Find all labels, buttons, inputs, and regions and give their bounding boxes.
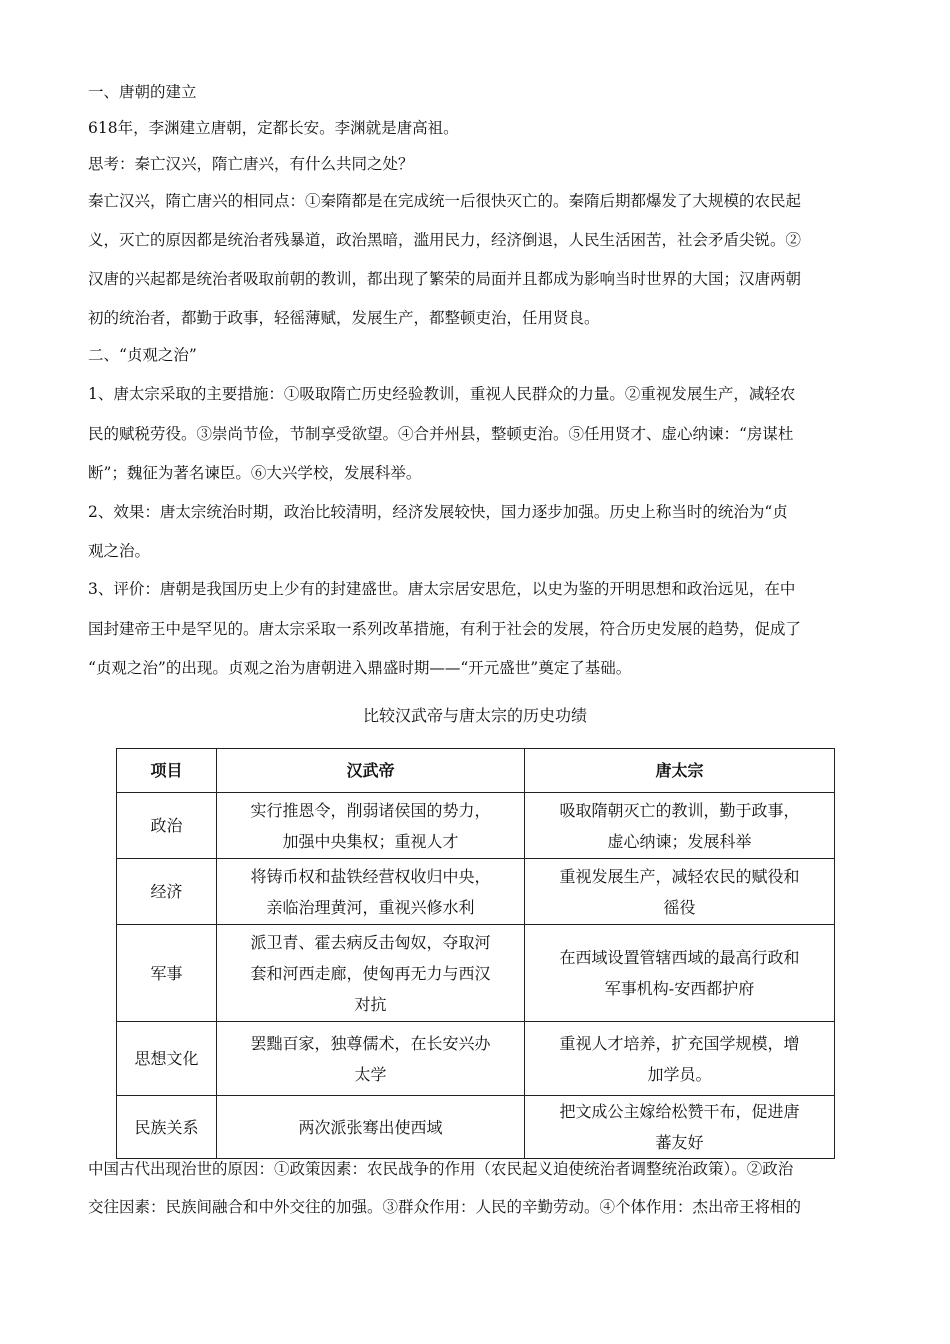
cell-line: 在西域设置管辖西域的最高行政和 bbox=[559, 948, 800, 967]
cell-line: 把文成公主嫁给松赞干布，促进唐 bbox=[559, 1102, 800, 1121]
closing-line: 中国古代出现治世的原因：①政策因素：农民战争的作用（农民起义迫使统治者调整统治政策）。②政治 bbox=[88, 1160, 794, 1178]
cell-line: 实行推恩令，削弱诸侯国的势力， bbox=[250, 800, 491, 820]
section1-question: 思考：秦亡汉兴，隋亡唐兴，有什么共同之处？ bbox=[88, 155, 414, 173]
han-wudi-cell bbox=[217, 793, 525, 859]
cell-line: 蕃友好 bbox=[655, 1133, 704, 1152]
cell-line: 加学员。 bbox=[647, 1064, 712, 1084]
tang-taizong-cell bbox=[525, 1022, 835, 1096]
answer-line: 初的统治者，都勤于政事，轻徭薄赋，发展生产，都整顿吏治，任用贤良。 bbox=[88, 309, 600, 327]
measures-line: 断”；魏征为著名谏臣。⑥大兴学校，发展科举。 bbox=[88, 464, 422, 482]
table-caption: 比较汉武帝与唐太宗的历史功绩 bbox=[362, 706, 587, 725]
cell-line: 加强中央集权；重视人才 bbox=[282, 831, 459, 851]
effect-line: 观之治。 bbox=[88, 542, 151, 560]
row-item: 经济 bbox=[117, 859, 217, 925]
evaluation-line: 国封建帝王中是罕见的。唐太宗采取一系列改革措施，有利于社会的发展，符合历史发展的趋势，促成了 bbox=[88, 620, 802, 638]
table-row bbox=[117, 1022, 835, 1096]
measures-line: 1、唐太宗采取的主要措施：①吸取隋亡历史经验教训，重视人民群众的力量。②重视发展生产，减轻农 bbox=[88, 385, 796, 403]
cell-line: 亲临治理黄河，重视兴修水利 bbox=[266, 897, 475, 917]
row-item: 军事 bbox=[117, 925, 217, 1022]
evaluation-line: “贞观之治”的出现。贞观之治为唐朝进入鼎盛时期——“开元盛世”奠定了基础。 bbox=[88, 659, 632, 677]
cell-line: 派卫青、霍去病反击匈奴，夺取河 bbox=[250, 932, 491, 952]
table-header-row bbox=[117, 749, 835, 793]
row-item: 政治 bbox=[117, 793, 217, 859]
table-row bbox=[117, 1096, 835, 1159]
row-item: 思想文化 bbox=[117, 1022, 217, 1096]
tang-taizong-cell bbox=[525, 793, 835, 859]
table-row bbox=[117, 925, 835, 1022]
header-tang-taizong: 唐太宗 bbox=[525, 749, 835, 793]
cell-line: 军事机构-安西都护府 bbox=[604, 979, 755, 998]
cell-line: 对抗 bbox=[354, 994, 387, 1014]
cell-line: 将铸币权和盐铁经营权收归中央， bbox=[250, 866, 491, 886]
table-row bbox=[117, 859, 835, 925]
row-item: 民族关系 bbox=[117, 1096, 217, 1159]
cell-line: 虚心纳谏；发展科举 bbox=[607, 831, 752, 851]
cell-line: 徭役 bbox=[663, 897, 696, 917]
han-wudi-cell bbox=[217, 1096, 525, 1159]
effect-line: 2、效果：唐太宗统治时期，政治比较清明，经济发展较快，国力逐步加强。历史上称当时的统治为“贞 bbox=[88, 503, 788, 521]
cell-line: 两次派张骞出使西域 bbox=[298, 1117, 443, 1137]
closing-line: 交往因素：民族间融合和中外交往的加强。③群众作用：人民的辛勤劳动。④个体作用：杰出帝王将相的 bbox=[88, 1198, 802, 1216]
cell-line: 重视发展生产，减轻农民的赋役和 bbox=[559, 866, 800, 886]
tang-taizong-cell bbox=[525, 1096, 835, 1159]
cell-line: 重视人才培养，扩充国学规模，增 bbox=[559, 1033, 800, 1053]
cell-line: 吸取隋朝灭亡的教训，勤于政事， bbox=[559, 800, 800, 820]
section1-heading: 一、唐朝的建立 bbox=[88, 83, 197, 101]
answer-line: 秦亡汉兴，隋亡唐兴的相同点：①秦隋都是在完成统一后很快灭亡的。秦隋后期都爆发了大规模的农民起 bbox=[88, 192, 802, 210]
section1-fact: 618年，李渊建立唐朝，定都长安。李渊就是唐高祖。 bbox=[88, 119, 459, 137]
answer-line: 义，灭亡的原因都是统治者残暴道，政治黑暗，滥用民力，经济倒退，人民生活困苦，社会矛盾尖锐。② bbox=[88, 231, 802, 249]
cell-line: 套和河西走廊，使匈再无力与西汉 bbox=[250, 963, 491, 983]
tang-taizong-cell bbox=[525, 859, 835, 925]
tang-taizong-cell bbox=[525, 925, 835, 1022]
comparison-table bbox=[116, 748, 835, 1159]
evaluation-line: 3、评价：唐朝是我国历史上少有的封建盛世。唐太宗居安思危，以史为鉴的开明思想和政治远见，在中 bbox=[88, 580, 796, 598]
cell-line: 罢黜百家，独尊儒术，在长安兴办 bbox=[250, 1033, 491, 1053]
measures-line: 民的赋税劳役。③崇尚节俭，节制享受欲望。④合并州县，整顿吏治。⑤任用贤才、虚心纳谏：“房谋杜 bbox=[88, 425, 794, 443]
header-han-wudi: 汉武帝 bbox=[217, 749, 525, 793]
han-wudi-cell bbox=[217, 859, 525, 925]
answer-line: 汉唐的兴起都是统治者吸取前朝的教训，都出现了繁荣的局面并且都成为影响当时世界的大国；汉唐两朝 bbox=[88, 270, 802, 288]
cell-line: 太学 bbox=[354, 1064, 387, 1084]
table-row bbox=[117, 793, 835, 859]
header-item: 项目 bbox=[117, 749, 217, 793]
han-wudi-cell bbox=[217, 925, 525, 1022]
section2-heading: 二、“贞观之治” bbox=[88, 346, 197, 364]
han-wudi-cell bbox=[217, 1022, 525, 1096]
